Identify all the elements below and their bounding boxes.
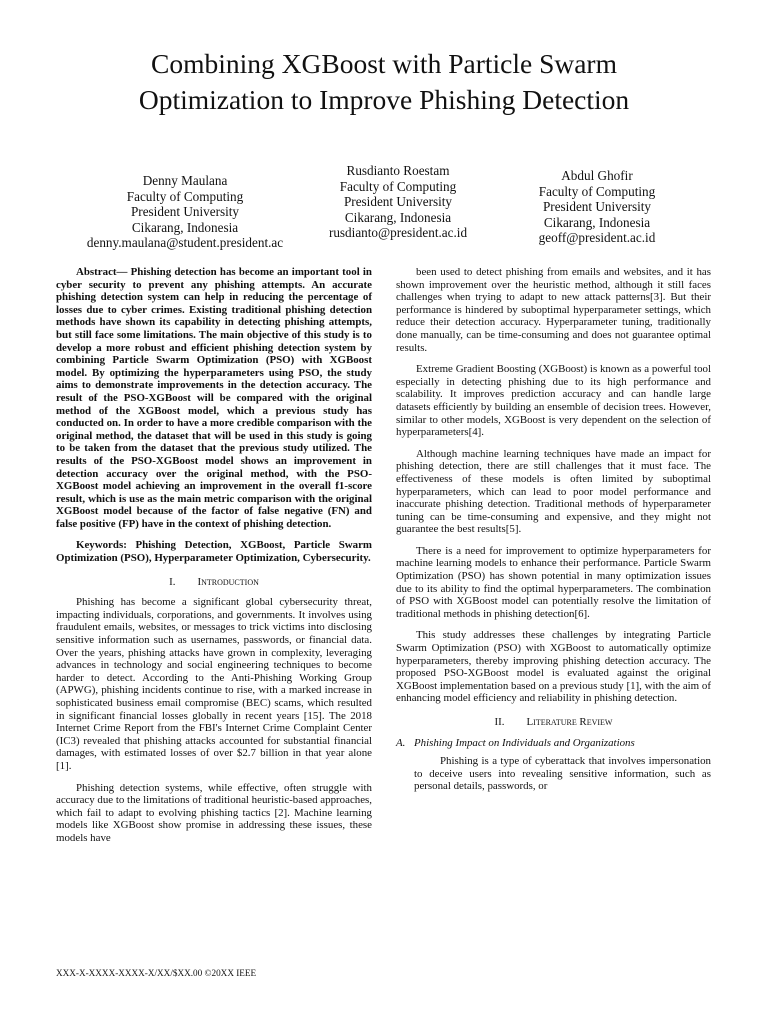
subsection-title: Phishing Impact on Individuals and Organizations <box>414 736 635 749</box>
author-university: President University <box>343 194 453 210</box>
author-university: President University <box>542 199 652 215</box>
author-name: Denny Maulana <box>142 173 228 188</box>
author-block-3 <box>512 168 682 246</box>
title-line-1: Combining XGBoost with Particle Swarm <box>151 48 617 79</box>
author-location: Cikarang, Indonesia <box>344 209 452 225</box>
section-number: I. <box>169 575 176 588</box>
author-affiliation: Faculty of Computing <box>339 178 457 194</box>
author-block-2 <box>312 163 484 241</box>
author-affiliation: Faculty of Computing <box>126 188 244 204</box>
subsection-heading <box>396 737 711 750</box>
right-column <box>396 266 711 793</box>
abstract: Abstract— Phishing detection has become an important tool in cyber security to prevent any phishing attempts. An accurate phishing detection system can help in reducing the percentage of losses due to cyber crimes. Existing traditional phishing detection methods have shown its capability in detecting phishing attempts, but still face some limitations. The main objective of this study is to develop a more robust and efficient phishing detection system by combining Particle Swarm Optimization (PSO) with XGBoost model. By optimizing the hyperparameters using PSO, the study aims to demonstrate improvements in the detection accuracy. The result of the PSO-XGBoost will be compared with the original method of the XGBoost model, which a previous study has conducted on. In order to have a more credible comparison with the original method, the dataset that will be used in this study is going to be taken from the dataset that the previous study utilized. The results of the PSO-XGBoost model shows an improvement in detection accuracy over the original method, with the PSO-XGBoost model achieving an improvement in the overall f1-score result, which is use as the main metric comparison with the original XGBoost model because of the factor of false negative (FN) and false positive (FP) have in the context of phishing detection. <box>56 266 372 530</box>
paragraph: been used to detect phishing from emails and websites, and it has shown improvement over the heuristic method, although it still faces challenges when trying to adapt to new attack patterns[3]. But their performance is hindered by suboptimal hyperparameter settings, which reduce their detection accuracy. Hyperparameter tuning, traditionally done manually, can be time-consuming and does not guarantee optimal results. <box>396 266 711 354</box>
author-block-1 <box>72 173 298 251</box>
author-name: Abdul Ghofir <box>561 168 633 183</box>
footer-copyright: XXX-X-XXXX-XXXX-X/XX/$XX.00 ©20XX IEEE <box>56 968 257 978</box>
author-affiliation: Faculty of Computing <box>538 183 656 199</box>
section-title: Introduction <box>197 575 259 588</box>
paragraph: Phishing has become a significant global cybersecurity threat, impacting individuals, corporations, and governments. It involves using fraudulent emails, websites, or messages to trick victims into disclosing sensitive information such as usernames, passwords, or financial data. Over the years, phishing attacks have grown in complexity, leveraging advances in technology and social engineering techniques to become harder to detect. According to the Anti-Phishing Working Group (APWG), phishing incidents continue to rise, with a marked increase in sophisticated business email compromise (BEC) scams, which resulted in significant financial losses globally in recent years [15]. The 2018 Internet Crime Report from the FBI's Internet Crime Complaint Center (IC3) revealed that phishing attacks accounted for substantial financial damages, with estimated losses of over $2.7 billion in that year alone [1]. <box>56 596 372 772</box>
section-title: Literature Review <box>526 716 613 728</box>
title-line-2: Optimization to Improve Phishing Detection <box>138 84 630 115</box>
section-heading-introduction <box>56 576 372 589</box>
left-column <box>56 266 372 845</box>
author-email: denny.maulana@student.president.ac <box>86 235 284 251</box>
paragraph: There is a need for improvement to optimize hyperparameters for machine learning models to enhance their performance. Particle Swarm Optimization (PSO) has shown potential in many optimization issues due to its ability to find the optimal hyperparameters. The combination of PSO with XGBoost model can potentially resolve the limitation of traditional methods in phishing detection[6]. <box>396 544 711 620</box>
author-university: President University <box>130 204 240 220</box>
author-name: Rusdianto Roestam <box>346 163 450 178</box>
author-location: Cikarang, Indonesia <box>131 219 239 235</box>
section-number: II. <box>494 716 505 728</box>
author-email: geoff@president.ac.id <box>538 230 656 246</box>
paragraph: Phishing is a type of cyberattack that involves impersonation to deceive users into revealing sensitive information, such as personal details, passwords, or <box>414 755 711 793</box>
paragraph: This study addresses these challenges by integrating Particle Swarm Optimization (PSO) with XGBoost to automatically optimize hyperparameters, thereby improving phishing detection accuracy. The proposed PSO-XGBoost model is evaluated against the original XGBoost implementation based on a previous study [1], with the aim of enhancing model efficiency and reliability in phishing detection. <box>396 629 711 705</box>
paragraph: Although machine learning techniques have made an impact for phishing detection, there are still challenges that it must face. The effectiveness of these models is often limited by suboptimal hyperparameters, which can lead to poor model performance and inaccurate phishing detection. Traditional methods of hyperparameter tuning can be time-consuming and expensive, and they might not guarantee the best results[5]. <box>396 447 711 536</box>
subsection-body <box>414 755 711 793</box>
paragraph: Phishing detection systems, while effective, often struggle with accuracy due to the limitations of traditional heuristic-based approaches, which fail to adapt to evolving phishing tactics [2]. Machine learning models like XGBoost show promise in addressing these issues, these models have <box>56 781 373 844</box>
author-location: Cikarang, Indonesia <box>543 214 651 230</box>
paper-title <box>40 46 728 118</box>
author-email: rusdianto@president.ac.id <box>328 225 468 241</box>
subsection-label: A. <box>396 736 406 749</box>
section-heading-literature-review <box>396 716 711 729</box>
keywords: Keywords: Phishing Detection, XGBoost, Particle Swarm Optimization (PSO), Hyperparameter Optimization, Cybersecurity. <box>56 539 372 565</box>
paragraph: Extreme Gradient Boosting (XGBoost) is known as a powerful tool especially in detecting phishing due to its high performance and scalability. It improves prediction accuracy and can handle large datasets efficiently by building an ensemble of decision trees. However, similar to other models, XGBoost is very dependent on the selection of hyperparameters[4]. <box>396 363 711 439</box>
